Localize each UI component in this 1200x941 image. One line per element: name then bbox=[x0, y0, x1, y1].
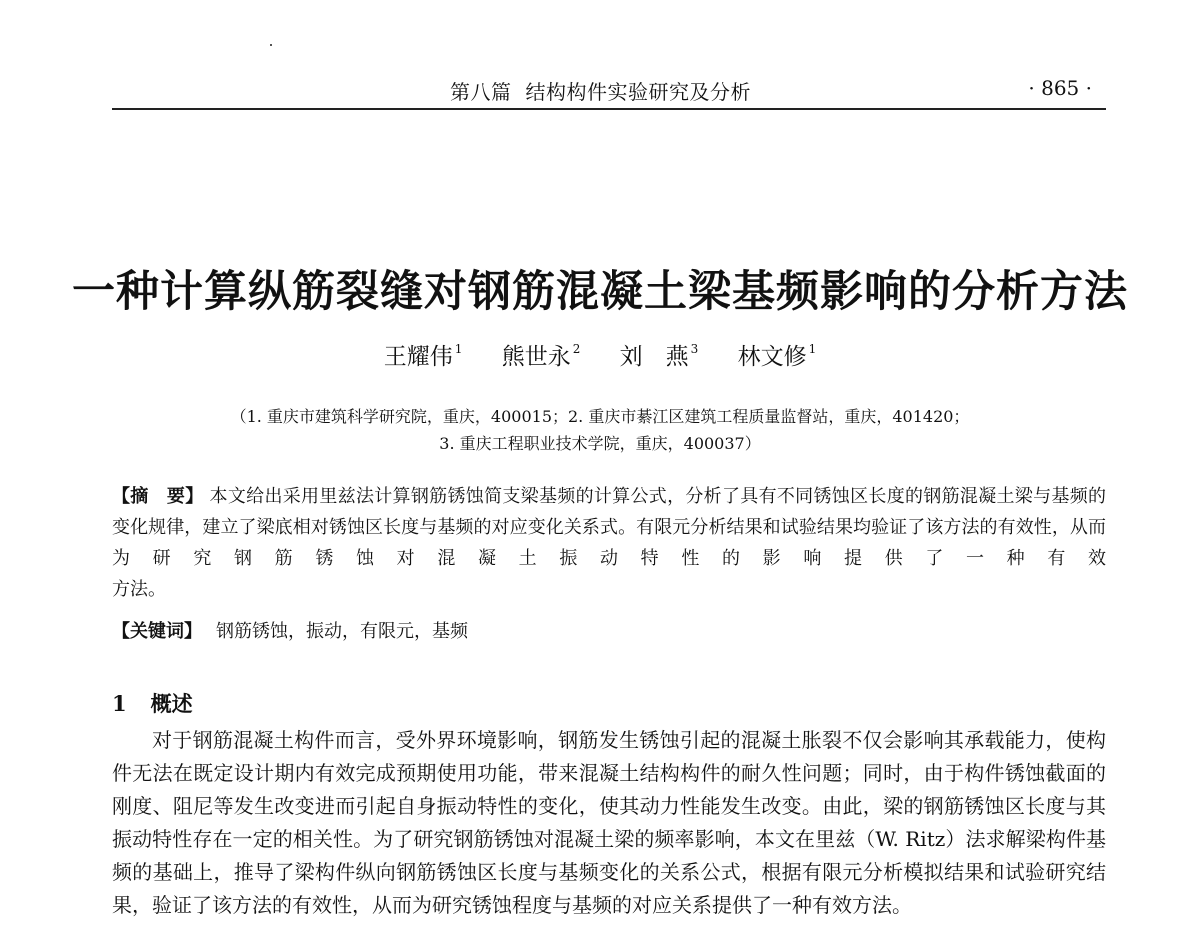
author bbox=[384, 338, 463, 371]
abstract-label: 【摘 要】 bbox=[112, 486, 204, 507]
abstract bbox=[112, 481, 1106, 574]
author-name: 王耀伟 bbox=[383, 344, 453, 370]
section-heading bbox=[112, 688, 193, 718]
author bbox=[738, 338, 817, 371]
keywords-label: 【关键词】 bbox=[112, 621, 202, 642]
section-title-text: 概述 bbox=[150, 691, 193, 716]
author-list bbox=[0, 338, 1200, 371]
author-name: 刘 燕 bbox=[619, 344, 689, 370]
running-header-section bbox=[450, 76, 751, 105]
author bbox=[502, 338, 581, 371]
body-paragraph: 对于钢筋混凝土构件而言，受外界环境影响，钢筋发生锈蚀引起的混凝土胀裂不仅会影响其承载能力，使构件无法在既定设计期内有效完成预期使用功能，带来混凝土结构构件的耐久性问题；同时，由于构件锈蚀截面的刚度、阻尼等发生改变进而引起自身振动特性的变化，使其动力性能发生改变。由此，梁的钢筋锈蚀区长度与其振动特性存在一定的相关性。为了研究钢筋锈蚀对混凝土梁的频率影响，本文在里兹（W. Ritz）法求解梁构件基频的基础上，推导了梁构件纵向钢筋锈蚀区长度与基频变化的关系公式，根据有限元分析模拟结果和试验研究结果，验证了该方法的有效性，从而为研究锈蚀程度与基频的对应关系提供了一种有效方法。 bbox=[112, 728, 1106, 917]
author-affil-mark: 2 bbox=[572, 342, 581, 356]
author-affil-mark: 1 bbox=[808, 342, 817, 356]
keywords bbox=[112, 616, 468, 647]
abstract-text: 本文给出采用里兹法计算钢筋锈蚀简支梁基频的计算公式，分析了具有不同锈蚀区长度的钢筋混凝土梁与基频的变化规律，建立了梁底相对锈蚀区长度与基频的对应变化关系式。有限元分析结果和试验结果均验证了该方法的有效性，从而为研究钢筋锈蚀对混凝土振动特性的影响提供了一种有效 bbox=[112, 486, 1106, 569]
author-name: 林文修 bbox=[737, 344, 807, 370]
section-label: 第八篇 bbox=[450, 80, 512, 104]
author-affil-mark: 1 bbox=[454, 342, 463, 356]
author bbox=[620, 338, 699, 371]
scan-speck bbox=[270, 44, 272, 46]
page-number: · 865 · bbox=[1028, 76, 1092, 100]
author-affil-mark: 3 bbox=[690, 342, 699, 356]
affiliation-line-2: 3. 重庆工程职业技术学院，重庆，400037） bbox=[439, 434, 761, 453]
keywords-value: 钢筋锈蚀，振动，有限元，基频 bbox=[216, 621, 468, 642]
section-title: 结构构件实验研究及分析 bbox=[525, 80, 751, 104]
paper-title: 一种计算纵筋裂缝对钢筋混凝土梁基频影响的分析方法 bbox=[72, 267, 1128, 317]
author-name: 熊世永 bbox=[501, 344, 571, 370]
section-number: 1 bbox=[112, 691, 127, 716]
affiliation-line-1: （1. 重庆市建筑科学研究院，重庆，400015；2. 重庆市綦江区建筑工程质量监督站，重庆，401420； bbox=[230, 407, 970, 426]
abstract-last-line: 方法。 bbox=[112, 579, 166, 600]
running-header bbox=[112, 72, 1106, 110]
